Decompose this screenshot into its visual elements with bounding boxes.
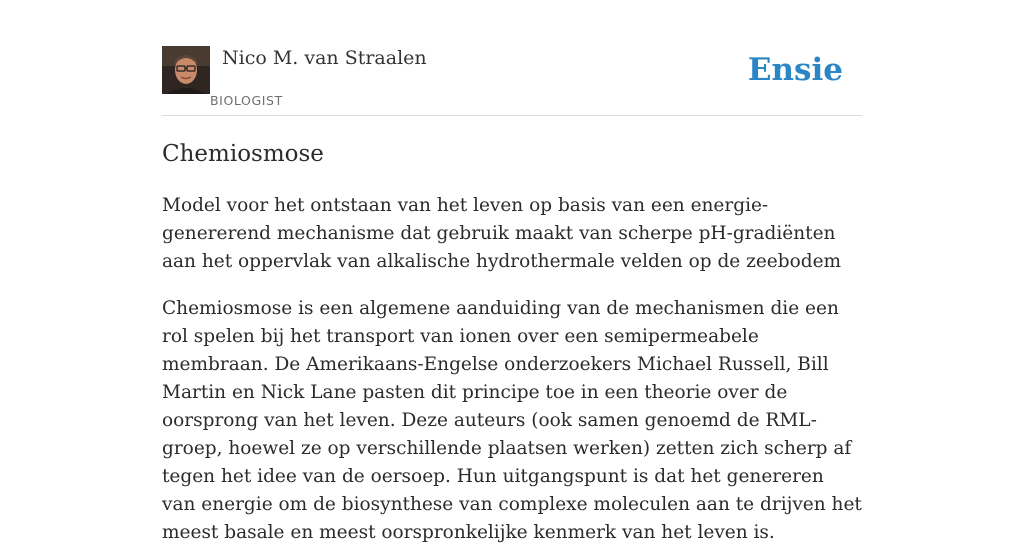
author-role: BIOLOGIST (210, 93, 283, 108)
person-photo-icon (162, 46, 210, 94)
article-definition: Model voor het ontstaan van het leven op basis van een energie-genererend mechanisme dat gebruik maakt van scherpe pH-gradiënten aan het oppervlak van alkalische hydrothermale velden op de zeebodem (162, 195, 842, 272)
author-avatar[interactable] (162, 46, 210, 94)
page-header (162, 46, 862, 116)
article-body: Chemiosmose is een algemene aanduiding van de mechanismen die een rol spelen bij het transport van ionen over een semipermeabele membraan. De Amerikaans-Engelse onderzoekers Michael Russell, Bill Martin en Nick Lane pasten dit principe toe in een theorie over de oorsprong van het leven. Deze auteurs (ook samen genoemd de RML-groep, hoewel ze op verschillende plaatsen werken) zetten zich scherp af tegen het idee van de oersoep. Hun uitgangspunt is dat het genereren van energie om de biosynthese van complexe moleculen aan te drijven het meest basale en meest oorspronkelijke kenmerk van het leven is. (162, 298, 862, 543)
brand-logo[interactable]: Ensie (747, 52, 843, 88)
article-content (162, 138, 862, 547)
author-name[interactable]: Nico M. van Straalen (222, 47, 427, 69)
article-title: Chemiosmose (162, 141, 324, 167)
